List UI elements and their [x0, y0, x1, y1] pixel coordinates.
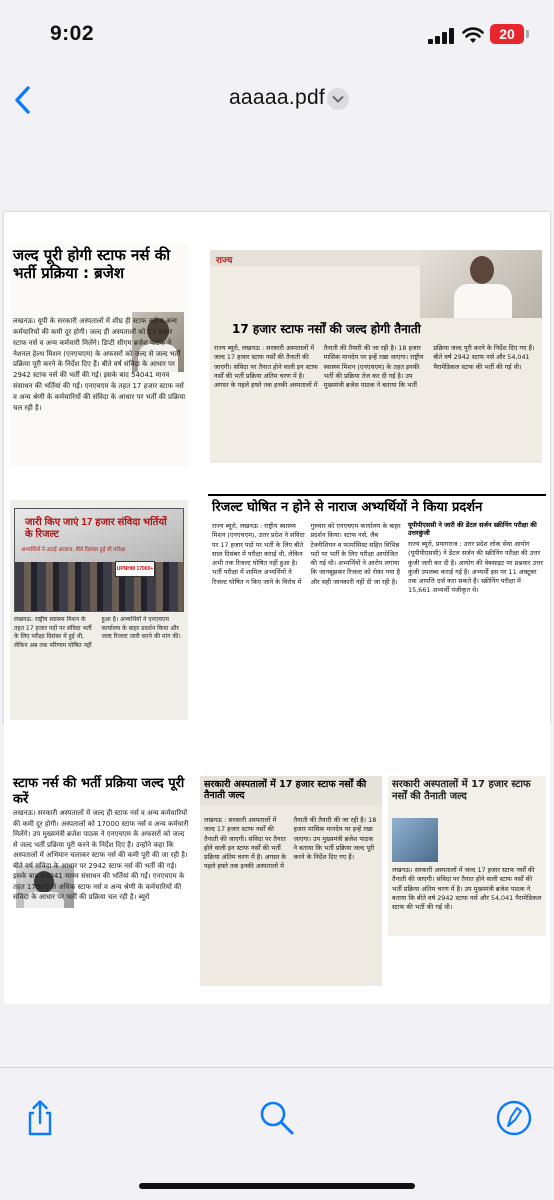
- protest-sign: UPNHM 17000+: [115, 561, 155, 577]
- clip-headline: रिजल्ट घोषित न होने से नाराज अभ्यर्थियों ने किया प्रदर्शन: [212, 500, 483, 515]
- status-time: 9:02: [50, 22, 95, 45]
- clip-headline: जल्द पूरी होगी स्टाफ नर्स की भर्ती प्रक्रिया : ब्रजेश: [13, 246, 171, 282]
- status-bar: [0, 0, 554, 70]
- clip-body: लखनऊ : सरकारी अस्पतालों में जल्द 17 हजार स्टाफ नर्सों की तैनाती की जाएगी। संविदा पर तैनात होने वाली इन स्टाफ नर्सों की भर्ती प्रक्रिया अंतिम चरण में है। अगस्त के पहले हफ्ते तक इनकी अस्पतालों में तैनाती की तैयारी की जा रही है। 18 हजार मासिक मानदेय पर इन्हें रखा जाएगा। उप मुख्यमंत्री ब्रजेश पाठक ने बताया कि भर्ती प्रक्रिया जल्द पूरी करने के निर्देश दिए गए हैं।: [204, 816, 377, 871]
- photo-banner: जारी किए जाएं 17 हजार संविदा भर्तियों के रिजल्ट: [25, 517, 167, 540]
- pdf-viewport[interactable]: [0, 132, 554, 1067]
- battery-indicator: 20: [490, 24, 524, 44]
- photo-caption: अभ्यर्थियों ने उठाई आवाज, बीते दिसंबर हुई थी परीक्षा: [21, 547, 126, 553]
- clip-body: राज्य ब्यूरो, लखनऊ : सरकारी अस्पतालों में जल्द 17 हजार स्टाफ नर्सों की तैनाती की जाएगी। संविदा पर तैनात होने वाली इन स्टाफ नर्सों की भर्ती प्रक्रिया अंतिम चरण में है। अगस्त के पहले हफ्ते तक इनकी अस्पतालों में तैनाती की तैयारी की जा रही है। 18 हजार मासिक मानदेय पर इन्हें रखा जाएगा। राष्ट्रीय स्वास्थ्य मिशन (एनएचएम) के तहत इनकी भर्ती की प्रक्रिया तेज कर दी गई है। उप मुख्यमंत्री ब्रजेश पाठक ने बताया कि भर्ती प्रक्रिया जल्द पूरी करने के निर्देश दिए गए हैं। बीते वर्ष 2942 स्टाफ नर्स और 54,041 पैरामेडिकल स्टाफ की भर्ती की गई थी।: [214, 344, 535, 390]
- clip-side-headline: यूपीपीएससी ने जारी की डेंटल सर्जन स्क्रीनिंग परीक्षा की उत्तरकुंजी: [408, 521, 537, 537]
- clip-body: लखनऊ। सरकारी अस्पतालों में जल्द 17 हजार स्टाफ नर्सों की तैनाती की जाएगी। संविदा पर तैनात होने वाली स्टाफ नर्सों की भर्ती प्रक्रिया अंतिम चरण में है। उप मुख्यमंत्री ब्रजेश पाठक ने बताया कि बीते वर्ष 2942 स्टाफ नर्स और 54,041 पैरामेडिकल स्टाफ की भर्ती की गई थी।: [392, 866, 542, 912]
- clip-body: लखनऊ। सरकारी अस्पतालों में जल्द ही स्टाफ नर्स व अन्य कर्मचारियों की कमी दूर होगी। अस्पतालों को 17000 स्टाफ नर्स व अन्य कर्मचारी मिलेंगे। उप मुख्यमंत्री ब्रजेश पाठक ने एनएचएम के अफसरों को जल्द से जल्द भर्ती प्रक्रिया पूरी करने के निर्देश दिए हैं। उन्होंने कहा कि अस्पतालों में अभियान चलाकर स्टाफ नर्स की कमी पूरी की जा रही है। बीते वर्ष संविदा के आधार पर 2942 स्टाफ नर्स की भर्ती की गई। इसके बाद 54041 मानव संसाधन की भर्तियां की गईं। एनएचएम के तहत 17000 से अधिक स्टाफ नर्स व अन्य श्रेणी के कर्मचारियों की संविदा के आधार पर भर्ती की प्रक्रिया चल रही है। ब्यूरो: [13, 809, 189, 901]
- clip-side-body: राज्य ब्यूरो, प्रयागराज : उत्तर प्रदेश लोक सेवा आयोग (यूपीपीएससी) ने डेंटल सर्जन की स्क्रीनिंग परीक्षा की उत्तर कुंजी जारी कर दी है। आयोग की वेबसाइट पर प्रश्नवार उत्तर कुंजी उपलब्ध कराई गई है। अभ्यर्थी इस पर 11 अक्टूबर तक आपत्ति दर्ज करा सकते हैं। स्क्रीनिंग परीक्षा में 15,661 अभ्यर्थी पंजीकृत थे।: [408, 540, 544, 595]
- clip-headline: सरकारी अस्पतालों में 17 हजार स्टाफ नर्सों की तैनाती जल्द: [392, 779, 531, 802]
- wifi-icon: [462, 26, 484, 44]
- clip-headline: 17 हजार स्टाफ नर्सों की जल्द होगी तैनाती: [232, 322, 421, 336]
- battery-cap: [526, 30, 529, 38]
- clip-photo: [14, 508, 184, 612]
- pdf-page[interactable]: [4, 212, 550, 724]
- cellular-signal-icon: [428, 28, 454, 44]
- home-indicator[interactable]: [139, 1183, 415, 1189]
- clip-headline: स्टाफ नर्स की भर्ती प्रक्रिया जल्द पूरी करें: [13, 776, 185, 807]
- news-clip-staff-nurse-process: [10, 774, 194, 986]
- news-clip-result-protest: [208, 494, 546, 664]
- clip-body: लखनऊ। यूपी के सरकारी अस्पतालों में शीघ्र ही स्टाफ नर्स व अन्य कर्मचारियों की कमी दूर होगी। जल्द ही अस्पतालों को 17 हजार स्टाफ नर्स व अन्य कर्मचारी मिलेंगे। डिप्टी सीएम ब्रजेश पाठक ने नेशनल हेल्थ मिशन (एनएचएम) के अफसरों को जल्द से जल्द भर्ती प्रक्रिया पूरी करने के निर्देश दिए हैं। बीते वर्ष संविदा के आधार पर 2942 स्टाफ नर्स की भर्ती की गई। इसके बाद 54041 मानव संसाधन की भर्तियां की गईं। एनएचएम के तहत 17 हजार स्टाफ नर्स व अन्य श्रेणी के कर्मचारियों की संविदा के आधार पर भर्ती की प्रक्रिया चल रही है।: [13, 317, 186, 412]
- share-icon[interactable]: [20, 1098, 60, 1138]
- news-clip-17000-nurses: [210, 250, 542, 463]
- clip-photo: [392, 818, 438, 862]
- pdf-page-lower: [4, 724, 550, 1004]
- clip-body: लखनऊ: राष्ट्रीय स्वास्थ्य मिशन के तहत 17 हजार पदों पर संविदा भर्ती के लिए परीक्षा दिसंबर में हुई थी, लेकिन अब तक परिणाम घोषित नहीं हुआ है। अभ्यर्थियों ने एनएचएम कार्यालय के बाहर प्रदर्शन किया और जल्द रिजल्ट जारी करने की मांग की।: [14, 616, 181, 650]
- news-clip-17000-tainati: [200, 776, 382, 986]
- bottom-toolbar: [0, 1067, 554, 1200]
- navigation-bar: [0, 70, 554, 130]
- document-title: aaaaa.pdf: [228, 86, 326, 109]
- news-clip-protest-photo: [10, 500, 188, 720]
- clip-headline: सरकारी अस्पतालों में 17 हजार स्टाफ नर्सों की तैनाती जल्द: [200, 776, 382, 805]
- clip-body: राज्य ब्यूरो, लखनऊ : राष्ट्रीय स्वास्थ्य मिशन (एनएचएम), उत्तर प्रदेश ने संविदा पर 17 हजार पदों पर भर्ती के लिए बीते साल दिसंबर में परीक्षा कराई थी, लेकिन अभी तक रिजल्ट घोषित नहीं हुआ है। भर्ती परीक्षा में शामिल अभ्यर्थियों ने रिजल्ट घोषित न किए जाने के विरोध में गुरुवार को एनएचएम कार्यालय के बाहर प्रदर्शन किया। स्टाफ नर्स, लैब टेक्नीशियन व फार्मासिस्ट सहित विभिन्न पदों पर भर्ती के लिए परीक्षा आयोजित की गई थी। अभ्यर्थियों ने आरोप लगाया कि जानबूझकर रिजल्ट को रोका गया है और सही जानकारी नहीं दी जा रही है।: [212, 522, 401, 586]
- news-clip-17000-tainati-2: [388, 776, 546, 936]
- clip-photo: [420, 250, 542, 318]
- search-icon[interactable]: [257, 1098, 297, 1138]
- markup-pen-icon[interactable]: [494, 1098, 534, 1138]
- chevron-down-icon[interactable]: [327, 88, 349, 110]
- clip-top-strip: राज्य: [210, 250, 542, 266]
- news-clip-brajesh: [10, 244, 188, 466]
